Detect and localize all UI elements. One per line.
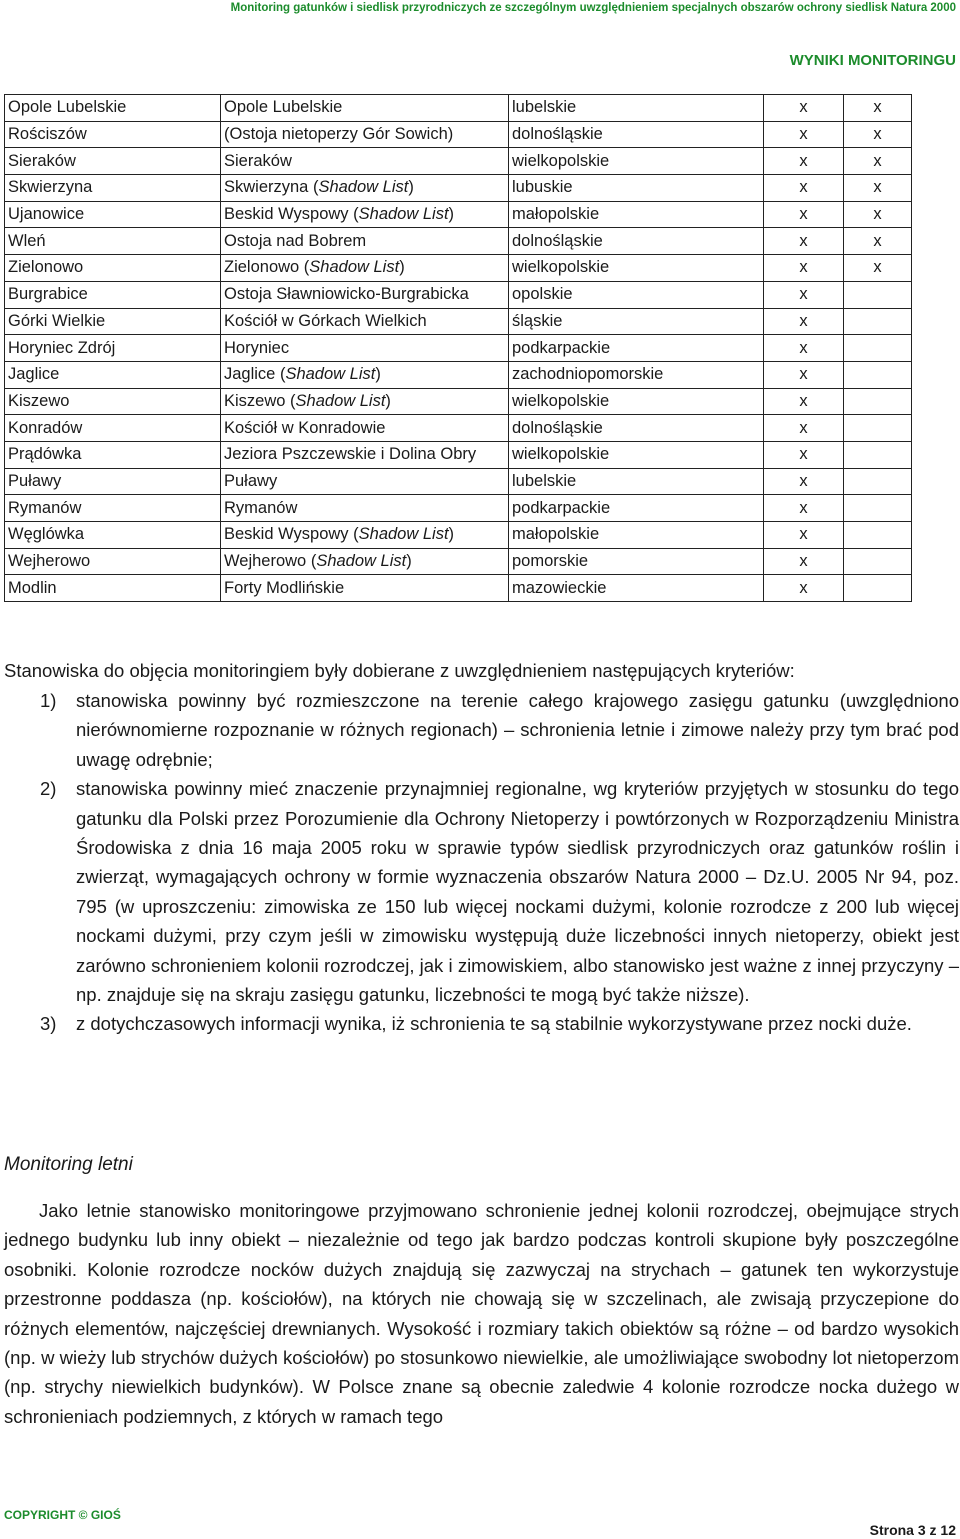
cell-locality: Ujanowice bbox=[5, 201, 221, 228]
cell-voivodeship: wielkopolskie bbox=[509, 148, 764, 175]
cell-locality: Horyniec Zdrój bbox=[5, 335, 221, 362]
cell-locality: Wejherowo bbox=[5, 548, 221, 575]
cell-voivodeship: lubelskie bbox=[509, 95, 764, 122]
cell-voivodeship: podkarpackie bbox=[509, 495, 764, 522]
cell-locality: Skwierzyna bbox=[5, 175, 221, 202]
cell-mark-a: x bbox=[764, 308, 844, 335]
cell-site-name: Horyniec bbox=[221, 335, 509, 362]
cell-site-name: Beskid Wyspowy (Shadow List) bbox=[221, 522, 509, 549]
cell-locality: Prądówka bbox=[5, 441, 221, 468]
cell-mark-a: x bbox=[764, 228, 844, 255]
criteria-list bbox=[4, 686, 959, 1039]
table-row bbox=[5, 361, 912, 388]
table-row bbox=[5, 308, 912, 335]
cell-mark-a: x bbox=[764, 361, 844, 388]
cell-voivodeship: podkarpackie bbox=[509, 335, 764, 362]
cell-locality: Górki Wielkie bbox=[5, 308, 221, 335]
cell-mark-a: x bbox=[764, 575, 844, 602]
table-row bbox=[5, 522, 912, 549]
cell-locality: Wleń bbox=[5, 228, 221, 255]
criteria-item-number: 2) bbox=[40, 778, 57, 800]
cell-voivodeship: lubuskie bbox=[509, 175, 764, 202]
cell-voivodeship: dolnośląskie bbox=[509, 121, 764, 148]
cell-voivodeship: lubelskie bbox=[509, 468, 764, 495]
cell-site-name: Wejherowo (Shadow List) bbox=[221, 548, 509, 575]
criteria-item-number: 3) bbox=[40, 1013, 57, 1035]
cell-site-name: Beskid Wyspowy (Shadow List) bbox=[221, 201, 509, 228]
cell-mark-a: x bbox=[764, 201, 844, 228]
cell-mark-b bbox=[844, 468, 912, 495]
table-row bbox=[5, 335, 912, 362]
cell-locality: Jaglice bbox=[5, 361, 221, 388]
criteria-item bbox=[4, 774, 959, 1009]
table-row bbox=[5, 201, 912, 228]
table-row bbox=[5, 388, 912, 415]
cell-site-name: Kościół w Konradowie bbox=[221, 415, 509, 442]
sites-table bbox=[4, 94, 912, 602]
table-row bbox=[5, 148, 912, 175]
criteria-item-text: stanowiska powinny mieć znaczenie przynajmniej regionalne, wg kryteriów przyjętych w stosunku do tego gatunku dla Polski przez Porozumienie dla Ochrony Nietoperzy i powtórzonych w Rozporządzeniu Ministra Środowiska z dnia 16 maja 2005 roku w sprawie typów siedlisk przyrodniczych oraz gatunków roślin i zwierząt, wymagających ochrony w formie wyznaczenia obszarów Natura 2000 – Dz.U. 2005 Nr 94, poz. 795 (w uproszczeniu: zimowiska ze 150 lub więcej nockami dużymi, kolonie rozrodcze z 200 lub więcej nockami dużymi, przy czym jeśli w zimowisku występują duże liczebności innych nietoperzy, obiekt jest zarówno schronieniem kolonii rozrodczej, jak i zimowiskiem, albo stanowisko jest ważne z innej przyczyny – np. znajduje się na skraju zasięgu gatunku, liczebności te mogą być także niższe). bbox=[76, 778, 959, 1006]
cell-site-name: Kiszewo (Shadow List) bbox=[221, 388, 509, 415]
running-header-title: Monitoring gatunków i siedlisk przyrodniczych ze szczególnym uwzględnieniem specjalnych obszarów ochrony siedlisk Natura 2000 bbox=[230, 2, 956, 14]
cell-locality: Konradów bbox=[5, 415, 221, 442]
cell-mark-a: x bbox=[764, 388, 844, 415]
cell-voivodeship: opolskie bbox=[509, 281, 764, 308]
cell-voivodeship: wielkopolskie bbox=[509, 441, 764, 468]
table-row bbox=[5, 548, 912, 575]
cell-voivodeship: dolnośląskie bbox=[509, 228, 764, 255]
table-row bbox=[5, 575, 912, 602]
cell-locality: Zielonowo bbox=[5, 255, 221, 282]
body-paragraph: Jako letnie stanowisko monitoringowe przyjmowano schronienie jednej kolonii rozrodczej, obejmujące strych jednego budynku lub inny obiekt – niezależnie od tego jak bardzo podczas kontroli skupione były poszczególne osobniki. Kolonie rozrodcze nocków dużych znajdują się zazwyczaj na strychach – gatunek ten wykorzystuje przestronne poddasza (np. kościołów), na których nie chowają się w szczelinach, ale zwisają przyczepione do różnych elementów, najczęściej drewnianych. Wysokość i rozmiary takich obiektów są różne – od bardzo wysokich (np. w wieży lub strychów dużych kościołów) po stosunkowo niewielkie, ale umożliwiające swobodny lot nietoperzom (np. strychy niewielkich budynków). W Polsce znane są obecnie zaledwie 4 kolonie rozrodcze nocka dużego w schronieniach podziemnych, z których w ramach tego bbox=[4, 1200, 959, 1427]
cell-mark-b bbox=[844, 388, 912, 415]
cell-mark-a: x bbox=[764, 175, 844, 202]
criteria-intro: Stanowiska do objęcia monitoringiem były dobierane z uwzględnieniem następujących kryteriów: bbox=[4, 660, 795, 681]
cell-locality: Rymanów bbox=[5, 495, 221, 522]
cell-mark-a: x bbox=[764, 548, 844, 575]
cell-voivodeship: śląskie bbox=[509, 308, 764, 335]
cell-locality: Rościszów bbox=[5, 121, 221, 148]
cell-mark-b: x bbox=[844, 201, 912, 228]
cell-mark-b bbox=[844, 548, 912, 575]
criteria-item-text: z dotychczasowych informacji wynika, iż schronienia te są stabilnie wykorzystywane przez nocki duże. bbox=[76, 1013, 912, 1035]
cell-mark-a: x bbox=[764, 522, 844, 549]
cell-voivodeship: małopolskie bbox=[509, 522, 764, 549]
cell-mark-a: x bbox=[764, 441, 844, 468]
cell-site-name: Opole Lubelskie bbox=[221, 95, 509, 122]
cell-mark-a: x bbox=[764, 415, 844, 442]
table-row bbox=[5, 228, 912, 255]
cell-mark-a: x bbox=[764, 255, 844, 282]
cell-mark-b: x bbox=[844, 95, 912, 122]
cell-voivodeship: mazowieckie bbox=[509, 575, 764, 602]
cell-mark-b bbox=[844, 575, 912, 602]
cell-voivodeship: dolnośląskie bbox=[509, 415, 764, 442]
cell-locality: Kiszewo bbox=[5, 388, 221, 415]
cell-mark-a: x bbox=[764, 121, 844, 148]
cell-site-name: Forty Modlińskie bbox=[221, 575, 509, 602]
table-row bbox=[5, 415, 912, 442]
table-row bbox=[5, 495, 912, 522]
cell-site-name: Jeziora Pszczewskie i Dolina Obry bbox=[221, 441, 509, 468]
table-row bbox=[5, 281, 912, 308]
cell-site-name: Zielonowo (Shadow List) bbox=[221, 255, 509, 282]
table-row bbox=[5, 95, 912, 122]
cell-voivodeship: małopolskie bbox=[509, 201, 764, 228]
criteria-item-text: stanowiska powinny być rozmieszczone na terenie całego krajowego zasięgu gatunku (uwzględniono nierównomierne rozpoznanie w różnych regionach) – schronienia letnie i zimowe należy przy tym brać pod uwagę odrębnie; bbox=[76, 690, 959, 770]
cell-locality: Puławy bbox=[5, 468, 221, 495]
cell-site-name: Rymanów bbox=[221, 495, 509, 522]
cell-mark-b: x bbox=[844, 228, 912, 255]
table-row bbox=[5, 255, 912, 282]
footer-copyright: COPYRIGHT © GIOŚ bbox=[4, 1508, 121, 1522]
cell-voivodeship: zachodniopomorskie bbox=[509, 361, 764, 388]
cell-mark-b: x bbox=[844, 121, 912, 148]
cell-locality: Burgrabice bbox=[5, 281, 221, 308]
table-row bbox=[5, 175, 912, 202]
criteria-item-number: 1) bbox=[40, 690, 57, 711]
cell-site-name: Jaglice (Shadow List) bbox=[221, 361, 509, 388]
cell-site-name: (Ostoja nietoperzy Gór Sowich) bbox=[221, 121, 509, 148]
cell-mark-b bbox=[844, 415, 912, 442]
cell-mark-a: x bbox=[764, 335, 844, 362]
cell-mark-b: x bbox=[844, 255, 912, 282]
cell-site-name: Sieraków bbox=[221, 148, 509, 175]
cell-mark-b bbox=[844, 361, 912, 388]
cell-locality: Węglówka bbox=[5, 522, 221, 549]
cell-locality: Opole Lubelskie bbox=[5, 95, 221, 122]
subheading-summer-monitoring: Monitoring letni bbox=[4, 1154, 133, 1175]
cell-mark-a: x bbox=[764, 468, 844, 495]
criteria-item bbox=[4, 1009, 959, 1038]
cell-voivodeship: pomorskie bbox=[509, 548, 764, 575]
cell-site-name: Ostoja Sławniowicko-Burgrabicka bbox=[221, 281, 509, 308]
table-row bbox=[5, 441, 912, 468]
cell-mark-b bbox=[844, 281, 912, 308]
cell-site-name: Skwierzyna (Shadow List) bbox=[221, 175, 509, 202]
section-label: WYNIKI MONITORINGU bbox=[789, 52, 956, 69]
cell-voivodeship: wielkopolskie bbox=[509, 388, 764, 415]
cell-mark-b bbox=[844, 522, 912, 549]
cell-mark-a: x bbox=[764, 148, 844, 175]
cell-mark-b bbox=[844, 335, 912, 362]
cell-mark-b: x bbox=[844, 175, 912, 202]
table-row bbox=[5, 121, 912, 148]
cell-mark-b bbox=[844, 495, 912, 522]
cell-mark-b bbox=[844, 441, 912, 468]
cell-mark-a: x bbox=[764, 281, 844, 308]
criteria-item bbox=[4, 686, 959, 774]
cell-voivodeship: wielkopolskie bbox=[509, 255, 764, 282]
page-number: Strona 3 z 12 bbox=[869, 1522, 956, 1538]
cell-mark-b: x bbox=[844, 148, 912, 175]
cell-mark-a: x bbox=[764, 95, 844, 122]
cell-mark-b bbox=[844, 308, 912, 335]
table-row bbox=[5, 468, 912, 495]
cell-site-name: Kościół w Górkach Wielkich bbox=[221, 308, 509, 335]
cell-locality: Modlin bbox=[5, 575, 221, 602]
cell-site-name: Ostoja nad Bobrem bbox=[221, 228, 509, 255]
cell-site-name: Puławy bbox=[221, 468, 509, 495]
sites-table-body bbox=[5, 95, 912, 602]
cell-locality: Sieraków bbox=[5, 148, 221, 175]
cell-mark-a: x bbox=[764, 495, 844, 522]
